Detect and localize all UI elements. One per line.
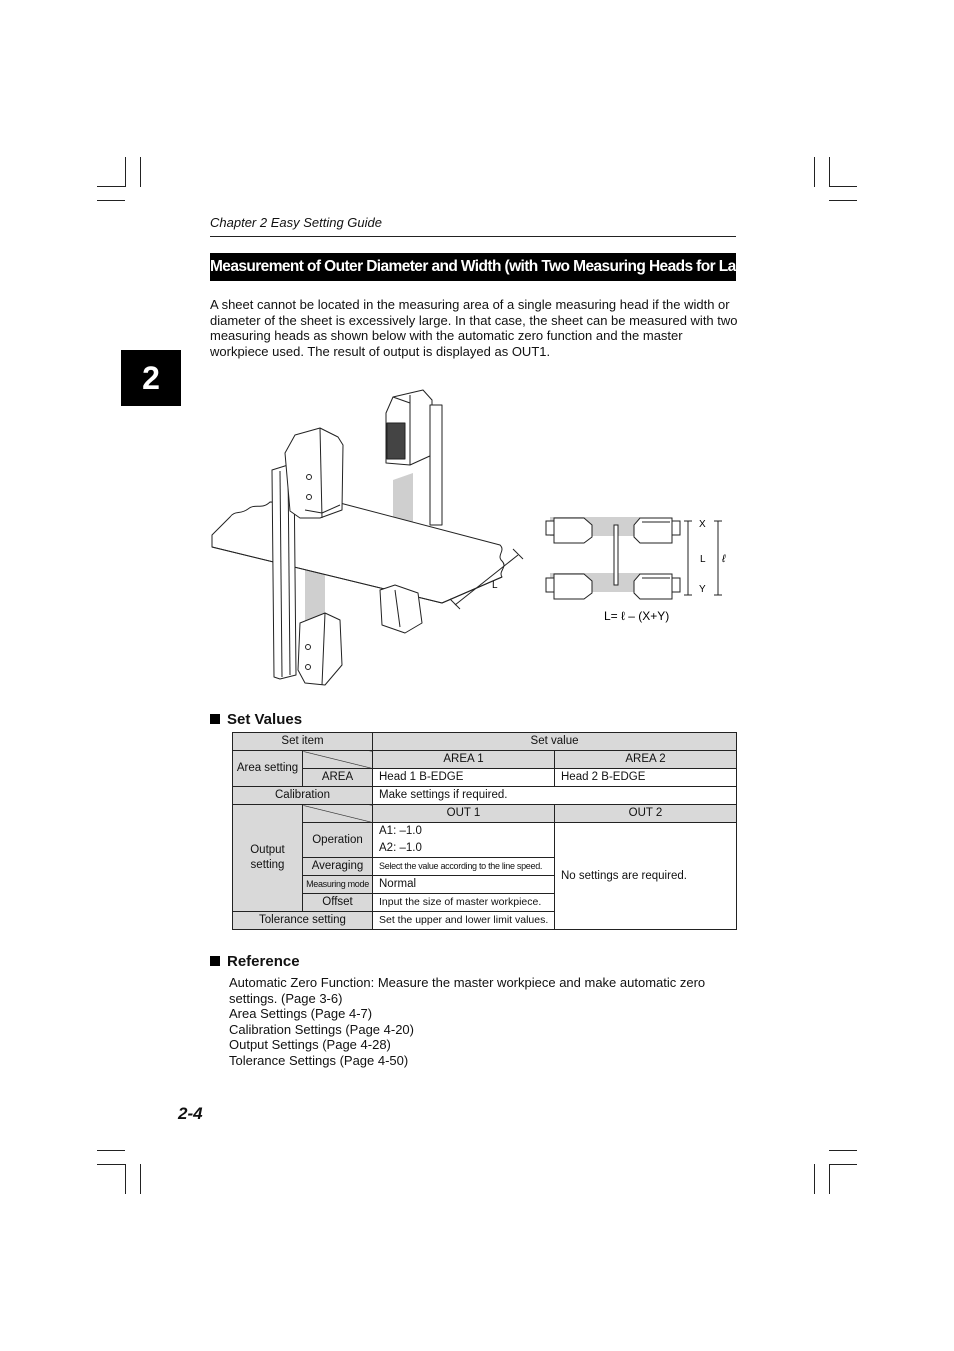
diagonal-cell (303, 805, 373, 823)
averaging-label: Averaging (303, 858, 373, 876)
header-rule (210, 236, 736, 237)
calibration-value: Make settings if required. (373, 787, 737, 805)
area1-header: AREA 1 (373, 751, 555, 769)
l-label: L (700, 554, 706, 565)
tolerance-value: Set the upper and lower limit values. (373, 912, 555, 930)
measurement-setup-figure (210, 385, 740, 690)
table-row (233, 769, 737, 787)
area2-header: AREA 2 (555, 751, 737, 769)
averaging-value: Select the value according to the line speed. (373, 858, 555, 876)
diagonal-cell (303, 751, 373, 769)
tolerance-label: Tolerance setting (233, 912, 373, 930)
reference-item: Area Settings (Page 4-7) (229, 1006, 373, 1022)
table-row (233, 751, 737, 769)
output-setting-label: Output setting (233, 805, 303, 912)
col-set-value: Set value (373, 733, 737, 751)
reference-heading: Reference (210, 953, 300, 970)
operation-label: Operation (303, 823, 373, 858)
table-row (233, 787, 737, 805)
area-setting-label: Area setting (233, 751, 303, 787)
out2-header: OUT 2 (555, 805, 737, 823)
head2-value: Head 2 B-EDGE (555, 769, 737, 787)
set-values-heading: Set Values (210, 711, 302, 728)
section-title: Measurement of Outer Diameter and Width (with Two Measuring Heads for Larger Objects) (210, 253, 736, 281)
chapter-header: Chapter 2 Easy Setting Guide (210, 215, 382, 230)
measuring-mode-value: Normal (373, 876, 555, 894)
y-label: Y (699, 584, 706, 595)
calibration-label: Calibration (233, 787, 373, 805)
bullet-square-icon (210, 956, 220, 966)
ell-label: ℓ (722, 553, 726, 565)
out1-header: OUT 1 (373, 805, 555, 823)
table-row (233, 823, 737, 841)
offset-value: Input the size of master workpiece. (373, 894, 555, 912)
page-number: 2-4 (178, 1104, 203, 1123)
offset-label: Offset (303, 894, 373, 912)
reference-item: Automatic Zero Function: Measure the master workpiece and make automatic zero settings. (Page 3-6) (229, 975, 706, 1006)
x-label: X (699, 519, 706, 530)
table-row (233, 805, 737, 823)
operation-a1: A1: –1.0 (373, 823, 555, 841)
head1-value: Head 1 B-EDGE (373, 769, 555, 787)
iso-dimension-label: L (492, 580, 498, 591)
set-values-table (232, 732, 737, 930)
col-set-item: Set item (233, 733, 373, 751)
measuring-mode-label: Measuring mode (303, 876, 373, 894)
reference-item: Output Settings (Page 4-28) (229, 1037, 391, 1053)
bullet-square-icon (210, 714, 220, 724)
area-label: AREA (303, 769, 373, 787)
reference-item: Calibration Settings (Page 4-20) (229, 1021, 414, 1037)
out2-value: No settings are required. (555, 823, 737, 930)
intro-paragraph: A sheet cannot be located in the measuring area of a single measuring head if the width or diameter of the sheet is excessively large. In that case, the sheet can be measured with two measuring heads as shown below with the automatic zero function and the master workpiece used. The result of output is displayed as OUT1. (210, 297, 738, 359)
formula: L= ℓ – (X+Y) (604, 609, 670, 623)
table-row (233, 733, 737, 751)
operation-a2: A2: –1.0 (373, 840, 555, 858)
reference-item: Tolerance Settings (Page 4-50) (229, 1052, 409, 1068)
chapter-tab: 2 (121, 350, 181, 406)
reference-list (229, 975, 739, 1069)
